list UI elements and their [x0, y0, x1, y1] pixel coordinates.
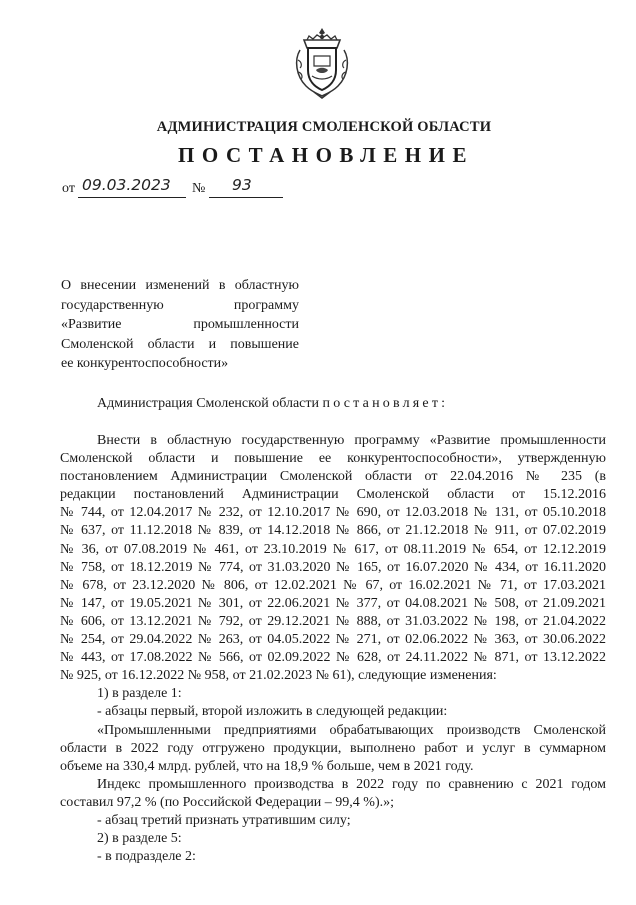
document-type-title: ПОСТАНОВЛЕНИЕ	[178, 143, 474, 167]
date-label: от	[62, 181, 75, 196]
document-body	[60, 432, 606, 866]
body-line: - абзацы первый, второй изложить в следующей редакции:	[97, 704, 448, 720]
number-value: 93	[232, 176, 252, 194]
preamble	[97, 396, 448, 412]
body-line: № 758, от 18.12.2019 № 774, от 31.03.2020 № 165, от 16.07.2020 № 434, от 16.11.2020	[60, 559, 606, 575]
body-line: № 744, от 12.04.2017 № 232, от 12.10.2017 № 690, от 12.03.2018 № 131, от 05.10.2018	[60, 505, 606, 521]
subject-line: ее конкурентоспособности»	[61, 356, 229, 372]
body-line: № 678, от 23.12.2020 № 806, от 12.02.2021 № 67, от 16.02.2021 № 71, от 17.03.2021	[60, 577, 606, 593]
body-line: Внести в областную государственную программу «Развитие промышленности	[97, 433, 606, 448]
document-subject	[61, 276, 299, 374]
body-line: - в подразделе 2:	[97, 849, 196, 865]
coat-of-arms-icon	[292, 26, 352, 100]
body-line: - абзац третий признать утратившим силу;	[97, 812, 351, 828]
preamble-prefix: Администрация Смоленской области	[97, 396, 320, 411]
body-line: № 443, от 17.08.2022 № 566, от 02.09.2022 № 628, от 24.11.2022 № 871, от 13.12.2022	[60, 650, 606, 666]
number-label: №	[192, 181, 206, 196]
date-underline	[78, 197, 186, 198]
date-value: 09.03.2023	[82, 176, 171, 194]
body-line: 1) в разделе 1:	[97, 686, 182, 702]
body-line: составил 97,2 % (по Российской Федерации – 99,4 %).»;	[60, 794, 395, 810]
body-line: № 36, от 07.08.2019 № 461, от 23.10.2019 № 617, от 08.11.2019 № 654, от 12.12.2019	[60, 541, 606, 557]
body-line: Смоленской области и повышение ее конкурентоспособности», утвержденную	[60, 451, 606, 467]
preamble-verb: постановляет:	[322, 396, 449, 411]
subject-line: «Развитие промышленности	[61, 317, 299, 333]
body-line: «Промышленными предприятиями обрабатывающих производств Смоленской	[97, 722, 606, 738]
subject-line: государственную программу	[61, 297, 299, 313]
organization-name: АДМИНИСТРАЦИЯ СМОЛЕНСКОЙ ОБЛАСТИ	[156, 119, 492, 135]
body-line: объеме на 330,4 млрд. рублей, что на 18,9 % больше, чем в 2021 году.	[60, 758, 474, 774]
body-line: № 254, от 29.04.2022 № 263, от 04.05.2022 № 271, от 02.06.2022 № 363, от 30.06.2022	[60, 632, 606, 648]
subject-line: О внесении изменений в областную	[61, 278, 299, 293]
number-underline	[209, 197, 283, 198]
body-line: № 147, от 19.05.2021 № 301, от 22.06.2021 № 377, от 04.08.2021 № 508, от 21.09.2021	[60, 595, 606, 611]
body-line: № 637, от 11.12.2018 № 839, от 14.12.2018 № 866, от 21.12.2018 № 911, от 07.02.2019	[60, 523, 606, 539]
body-line: Индекс промышленного производства в 2022 году по сравнению с 2021 годом	[97, 776, 606, 792]
body-line: № 925, от 16.12.2022 № 958, от 21.02.2023 № 61), следующие изменения:	[60, 668, 497, 684]
body-line: постановлением Администрации Смоленской области от 22.04.2016 № 235 (в	[60, 469, 606, 485]
body-line: редакции постановлений Администрации Смоленской области от 15.12.2016	[60, 487, 606, 503]
body-line: области в 2022 году отгружено продукции, выполнено работ и услуг в суммарном	[60, 740, 606, 756]
body-line: № 606, от 13.12.2021 № 792, от 29.12.2021 № 888, от 31.03.2022 № 198, от 21.04.2022	[60, 613, 606, 629]
subject-line: Смоленской области и повышение	[61, 336, 299, 352]
body-line: 2) в разделе 5:	[97, 831, 182, 847]
date-number-line	[62, 178, 302, 200]
